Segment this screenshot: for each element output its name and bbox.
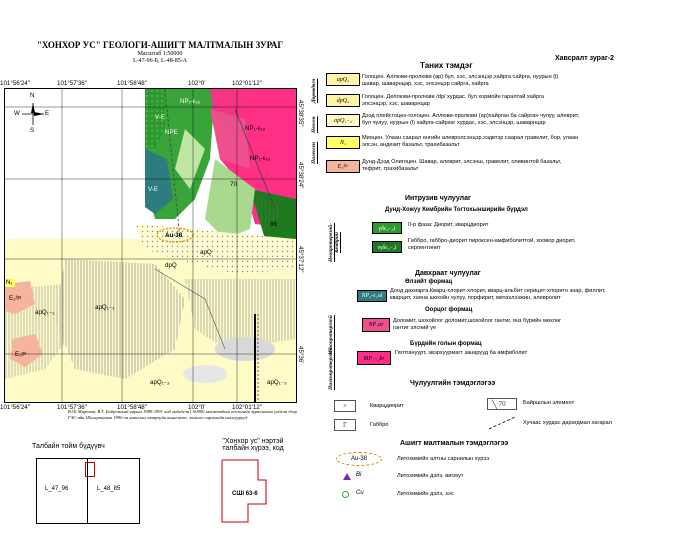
au-code: Au-38 [350, 456, 367, 462]
strat-sub-2: Оорцог формац [425, 307, 473, 313]
ore-title: Ашигт малтмалын тэмдэглэгээ [400, 440, 509, 447]
strat-sub-3: Бүрдийн голын формац [410, 341, 482, 347]
era-neo-cambrian: Неопротерозой-Кембрий [328, 223, 340, 263]
map-title: "ХОНХОР УС" ГЕОЛОГИ-АШИГТ МАЛТМАЛЫН ЗУРАГ [36, 40, 284, 50]
right-tick-2: 45°38'24" [297, 162, 304, 189]
map-label-apq1: apQ [200, 249, 212, 256]
legend-swatch-6: γδε₂₋₃t [372, 222, 402, 234]
sym-dip-label: Байршлын элемент [523, 400, 575, 406]
index-box [36, 458, 140, 524]
symbols-title: Чулуулгийн тэмдэглэгээ [410, 380, 496, 387]
legend-swatch-4: N₁ [326, 136, 360, 149]
bismuth-icon [343, 473, 351, 480]
era-neogene: Неоген [311, 116, 317, 134]
legend-swatch-8: NP₂-ԑ₁ol [357, 290, 387, 302]
authors-note: Ю.Б.Миронов, В.Т. Бобровский нарын 1989-1991 онд хийгдсэн1:50000 масштабын геологийн зураглалын үндсэн дээр ГЗС-ийн Шалгрантын 1990 он ашиглан газарзүйн ашиглалт, зохиолч сарлагийн шалгуурууд [68, 409, 297, 420]
area-code: СШI 63-6 [232, 491, 258, 497]
bottom-tick-3: 101°58'48" [117, 404, 147, 411]
bi-code: Bi [356, 472, 362, 478]
top-tick-4: 102°0' [188, 80, 206, 87]
index-box-title: Талбайн тойм бүдүүвч [32, 443, 105, 450]
era-paleogene: Палеоген [311, 141, 317, 165]
gabbro-symbol: Г [334, 419, 356, 431]
compass-w: W [14, 110, 20, 117]
legend-swatch-1: apQ₄ [326, 73, 360, 86]
area-box-title [213, 438, 293, 452]
legend-swatch-5: E₃ˡᵍᵃ [326, 160, 360, 173]
legend-text-8: Доод дахиарга.Кварц-хлорит-хлорит, кварц-альбит серицит-хлорито знар, филлит, кварцит, хаяна шохойн чулуу, порфирит, метахлээжин, алевролит [390, 288, 606, 301]
right-tick-3: 45°37'12" [297, 246, 304, 273]
sym-gabbro-label: Габбро [370, 422, 389, 428]
bottom-tick-2: 101°57'36" [57, 404, 87, 411]
right-tick-4: 45°36' [297, 346, 304, 364]
map-label-e3b: E₃ᵍᵃ [15, 351, 27, 358]
bottom-tick-4: 102°0' [188, 404, 206, 411]
dip-symbol: ╲ 70 [487, 398, 517, 410]
strat-title: Давхраат чулуулаг [415, 270, 481, 277]
map-label-apq3: apQ₁₋₃ [35, 309, 55, 316]
compass-e: E [45, 110, 50, 117]
strat-sub-1: Өлзийт формац [405, 279, 453, 285]
cu-code: Cu [356, 490, 364, 496]
legend-text-4: Миоцен. Улаан саарал өнгийн алевролсэнцэр,хэдвтэр саарал гравелит, бор, улаан элсэн, андезит базальт, трахибазальт [362, 135, 579, 148]
area-title-2: талбайн хүрээ, код [222, 445, 284, 452]
map-label-apq5: apQ₁₋₃ [267, 379, 287, 386]
legend-text-6: II-р фаза: Диорит, кварцдиорит [408, 222, 489, 228]
map-label-n1: N₁ [6, 279, 13, 286]
legend-text-1: Голоцен. Аллюви-пролюви (ap) бул, хэс, элсэнцэр,хайрга сайрга, нуурын (l) шавар, шаварнцар, хэс, элсэнцэр сайрга, хайрга [362, 74, 559, 87]
map-label-v2: V-Е [148, 186, 158, 193]
legend-text-9: Доломит, шохойлог доломит,шохойлог гантиг, янз бүрийн мөхлөг гантиг элсний үе [393, 318, 562, 331]
copper-icon [342, 491, 349, 498]
top-tick-3: 101°58'48" [117, 80, 147, 87]
map-label-v3: NPE [165, 129, 178, 136]
legend-text-7: Габбро, габбро-диорит пироксен-амфиболиттой, хоовор диорит, серпентинит [408, 238, 576, 251]
map-label-np3: NP₁-ԑ₁ₒ [250, 155, 271, 162]
sym-fault-label: Хучаас хурдас дарагдмал хагарал [523, 420, 612, 426]
map-label-apq2: apQ₁₋₃ [95, 304, 115, 311]
scale-text: Масштаб 1:50000 [137, 51, 183, 57]
ore-text-2: Литохимийн дэлэ, висмут [397, 473, 464, 479]
dip-number: 70 [498, 400, 506, 408]
legend-swatch-3: apQ₁₋₃ [326, 114, 360, 127]
map-label-dpq: dpQ [165, 262, 177, 269]
map-scale [10, 51, 310, 65]
map-label-v1: V-Е [155, 114, 165, 121]
era-paleo-pro: Палеопротерозой [328, 347, 334, 390]
compass-s: S [30, 127, 35, 134]
top-tick-5: 102°01'12" [232, 80, 262, 87]
bottom-tick-5: 102°01'12" [232, 404, 262, 411]
map-label-70: 70 [230, 181, 237, 188]
map-label-au: Au-38 [165, 232, 183, 239]
era-mesoproterozoic: Мезопротерозой [328, 315, 334, 355]
legend-swatch-7: νγδε₂₋₃t [372, 241, 402, 253]
legend-swatch-9: NP₁or [362, 318, 390, 332]
map-canvas [5, 89, 296, 402]
map-label-86: 86 [270, 221, 277, 228]
legend-title: Таних тэмдэг [420, 61, 473, 70]
map-label-np1: NP₁-ԑ₁ₒ [180, 98, 201, 105]
ore-text-1: Литохимийн алтны сарнилын хүрээ [397, 456, 490, 462]
map-label-np2: NP₁-ԑ₁ₒ [245, 125, 266, 132]
ore-text-3: Литохимийн дэлэ, зэс [397, 491, 454, 497]
bottom-tick-1: 101°56'24" [0, 404, 30, 411]
intrusive-sub: Дунд-Хожуу Кембрийн Тогтохынширийн бүрдэл [385, 207, 528, 213]
appendix-label: Хавсралт зураг-2 [555, 55, 614, 62]
legend-text-5: Дунд-Дээд Олигоцен. Шавар, алеврит, элсэнш, гравелит, оливинтой базальт, тефрит, трахибазальт [362, 159, 562, 172]
map-label-apq4: apQ₁₋₃ [150, 379, 170, 386]
compass-n: N [30, 92, 35, 99]
top-tick-2: 101°57'36" [57, 80, 87, 87]
fault-icon [487, 415, 519, 431]
index-cell-1: L_47_96 [45, 486, 69, 492]
au-zone-icon [336, 452, 382, 466]
era-quaternary: Дөрөвдөгч [311, 78, 317, 104]
legend-text-2: Голоцен. Деллюви-пролюви /dp/ хурдас. бул хормойн гаралтай хайрга элсэнцэр, хэс, шаварнцар [362, 94, 545, 107]
intrusive-title: Интрузив чулуулаг [405, 195, 471, 202]
legend-swatch-10: MP₁₋₂br [357, 351, 391, 365]
legend-text-3: Дээд плейстоцен-голоцен. Аллюви-пролюви (ap)хайрган ба сайрган чулуу, алеврит, бул чулуу, нуурын (l) хайрга-сайрхаг хурдас, хэс, элсэнцэр, шаварнцар [362, 113, 580, 126]
area-title-1: "Хонхор ус" нэртэй [222, 438, 284, 445]
geology-map[interactable] [4, 88, 297, 403]
legend-text-10: Гялтгануурт, эвэрхуурмагт занарууд ба амфиболит [395, 350, 528, 356]
index-cell-2: L_48_85 [97, 486, 121, 492]
sym-quartz-label: Кварцдиорит [370, 403, 404, 409]
sheet-codes: L-47-96-Б, L-48-85-А [132, 58, 188, 64]
top-tick-1: 101°56'24" [0, 80, 30, 87]
right-tick-1: 45°38'35" [297, 100, 304, 127]
quartz-diorite-symbol: × [334, 400, 356, 412]
legend-swatch-2: dpQ₄ [326, 94, 360, 107]
map-label-e3: E₃ˡᵍᵃ [9, 295, 22, 302]
